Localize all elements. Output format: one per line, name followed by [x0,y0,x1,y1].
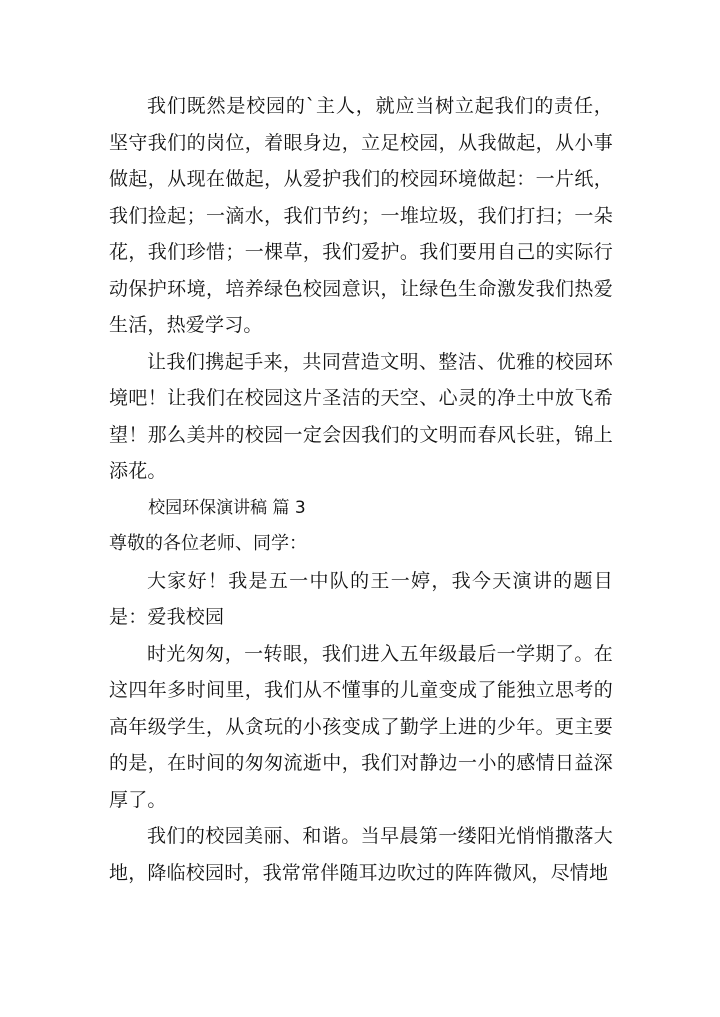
paragraph-responsibility: 我们既然是校园的`主人，就应当树立起我们的责任，坚守我们的岗位，着眼身边，立足校园，从我做起，从小事做起，从现在做起，从爱护我们的校园环境做起：一片纸，我们捡起；一滴水，我们节约；一堆垃圾，我们打扫；一朵花，我们珍惜；一棵草，我们爱护。我们要用自己的实际行动保护环境，培养绿色校园意识，让绿色生命激发我们热爱生活，热爱学习。 [109,95,613,336]
paragraph-greeting: 大家好！我是五一中队的王一婷，我今天演讲的题目是：爱我校园 [109,569,613,628]
paragraph-time-flies: 时光匆匆，一转眼，我们进入五年级最后一学期了。在这四年多时间里，我们从不懂事的儿童变成了能独立思考的高年级学生，从贪玩的小孩变成了勤学上进的少年。更主要的是，在时间的匆匆流逝中，我们对静边一小的感情日益深厚了。 [109,642,613,811]
paragraph-join-hands: 让我们携起手来，共同营造文明、整洁、优雅的校园环境吧！让我们在校园这片圣洁的天空、心灵的净土中放飞希望！那么美丼的校园一定会因我们的文明而春风长驻，锦上添花。 [109,350,613,482]
salutation: 尊敬的各位老师、同学： [109,533,307,554]
document-body [109,88,613,891]
section-heading: 校园环保演讲稿 篇 3 [148,497,306,518]
paragraph-campus-beauty: 我们的校园美丽、和谐。当早晨第一缕阳光悄悄撒落大地，降临校园时，我常常伴随耳边吹过的阵阵微风，尽情地 [109,825,613,884]
